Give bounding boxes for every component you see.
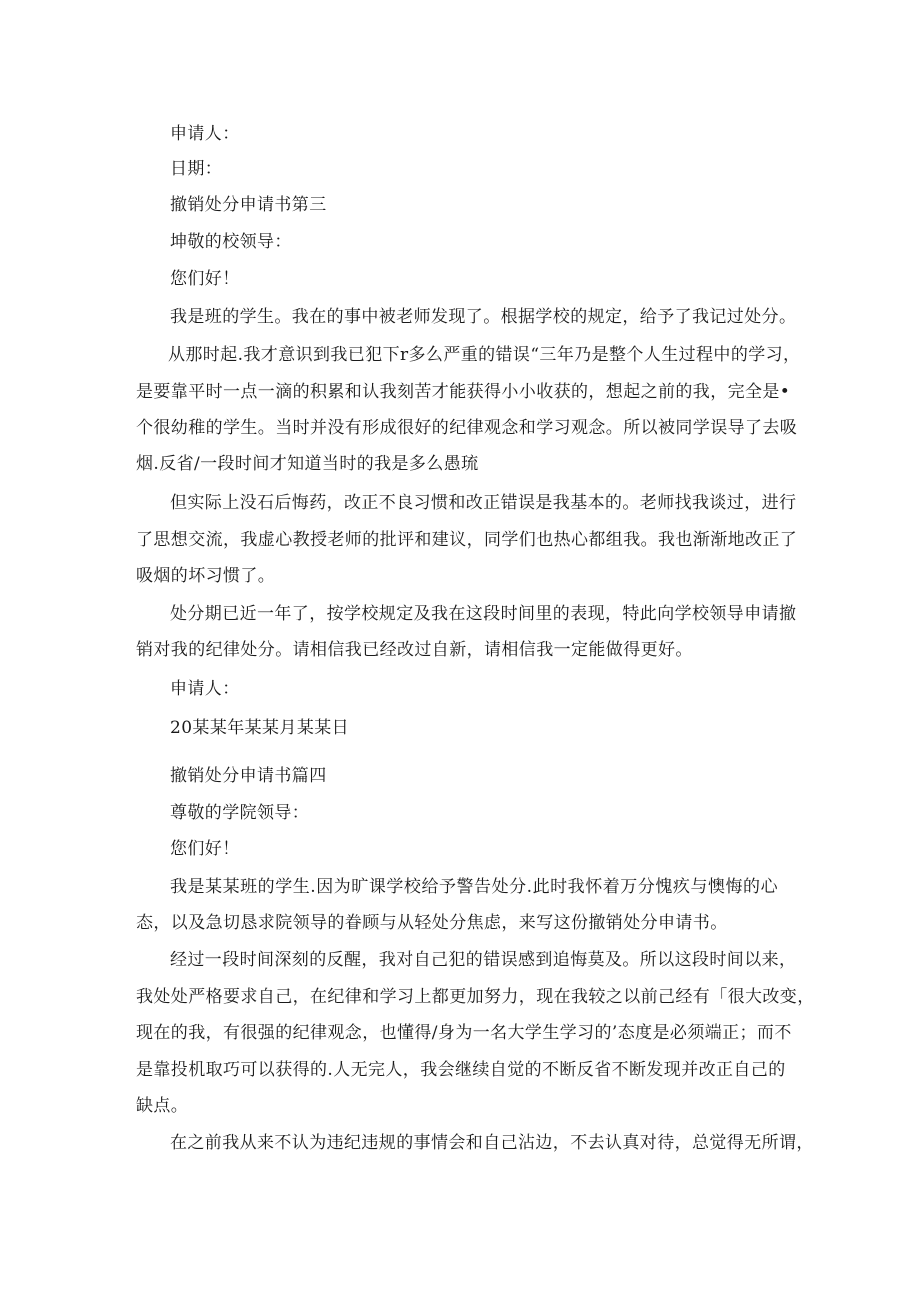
salutation: 坤敬的校领导： [170, 232, 292, 252]
paragraph-line: 是靠投机取巧可以获得的.人无完人，我会继续自觉的不断反省不断发现并改正自己的 [136, 1060, 786, 1080]
paragraph-line: 个很幼稚的学生。当时并没有形成很好的纪律观念和学习观念。所以被同学误导了去吸 [136, 418, 798, 438]
paragraph-line: 烟.反省/一段时间才知道当时的我是多么愚琉 [136, 454, 479, 474]
paragraph-line: 我处处严格要求自己，在纪律和学习上都更加努力，现在我较之以前己经有「很大改变， [136, 987, 815, 1007]
signature-date: 20某某年某某月某某日 [170, 718, 350, 738]
paragraph-line: 但实际上没石后悔药，改正不良习惯和改正错误是我基本的。老师找我谈过，进行 [170, 493, 797, 513]
greeting: 您们好！ [170, 269, 240, 289]
signature-applicant: 申请人： [170, 679, 240, 699]
paragraph-line: 了思想交流，我虚心教授老师的批评和建议，同学们也热心都组我。我也渐渐地改正了 [136, 530, 798, 550]
paragraph-line: 处分期已近一年了，按学校规定及我在这段时间里的表现，特此向学校领导申请撤 [170, 604, 797, 624]
paragraph-line: 销对我的纪律处分。请相信我已经改过自新，请相信我一定能做得更好。 [136, 640, 693, 660]
greeting: 您们好！ [170, 839, 240, 859]
paragraph-line: 我是班的学生。我在的事中被老师发现了。根据学校的规定，给予了我记过处分。 [170, 307, 797, 327]
paragraph-line: 吸烟的坏习惯了。 [136, 566, 276, 586]
paragraph-line: 现在的我，有很强的纪律观念，也懂得/身为一名大学生学习的’态度是必须端正；而不 [136, 1023, 792, 1043]
paragraph-line: 从那时起.我才意识到我已犯下r多么严重的错误“三年乃是整个人生过程中的学习， [168, 345, 801, 365]
applicant-label: 申请人： [170, 124, 240, 144]
date-label: 日期： [170, 159, 223, 179]
paragraph-line: 经过一段时间深刻的反醒，我对自己犯的错误感到追悔莫及。所以这段时间以来， [170, 950, 797, 970]
section-title: 撤销处分申请书第三 [170, 195, 327, 215]
paragraph-line: 缺点。 [136, 1096, 189, 1116]
paragraph-line: 态，以及急切恳求院领导的眷顾与从轻处分焦虑，来写这份撤销处分申请书。 [136, 913, 728, 933]
paragraph-line: 在之前我从来不认为违纪违规的事情会和自己沾边，不去认真对待，总觉得无所谓， [170, 1133, 814, 1153]
paragraph-line: 我是某某班的学生.因为旷课学校给予警告处分.此时我怀着万分愧疚与懊悔的心 [170, 877, 778, 897]
paragraph-line: 是要靠平时一点一滴的积累和认我刻苦才能获得小小收获的，想起之前的我，完全是• [136, 382, 791, 402]
salutation: 尊敬的学院领导： [170, 803, 310, 823]
section-title: 撤销处分申请书篇四 [170, 766, 327, 786]
